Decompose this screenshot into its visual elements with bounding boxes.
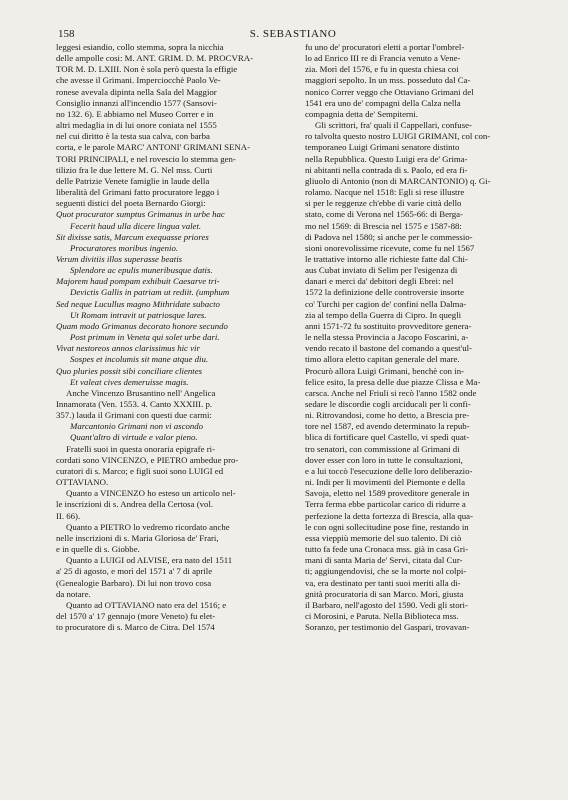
text-line: le nella stessa Provincia a Jacopo Foscarini, a- — [305, 332, 469, 343]
text-line: perfezione la detta fortezza di Brescia, alla qua- — [305, 510, 474, 521]
text-line: Fratelli suoi in questa onoraria epigrafe ri- — [66, 443, 216, 454]
text-line: leggesi esiandio, collo stemma, sopra la nicchia — [56, 42, 224, 52]
text-line: essa vieppiù memorie del suo talento. Di ciò — [305, 532, 462, 543]
text-line: zia al tempo della Guerra di Cipro. In quegli — [305, 309, 462, 320]
text-line: altri medaglia in di lui onore coniata nel 1555 — [56, 120, 217, 131]
text-line: Procuratores moribus ingenio. — [70, 242, 179, 253]
text-line: vendo recato il bastone del comando a quest'ul- — [305, 343, 472, 354]
text-line: nel cui diritto è la testa sua calva, con barba — [56, 131, 210, 142]
text-line: le inscrizioni di s. Andrea della Certosa (vol. — [56, 499, 214, 510]
text-line: tilizio fra le due lettere M. G. Nel mss. Curti — [56, 164, 213, 175]
text-line: Verum divitiis illos superasse beatis — [56, 253, 183, 264]
text-line: Anche Vincenzo Brusantino nell' Angelica — [66, 387, 216, 398]
text-line: ci Morosini, e Paruta. Nella Biblioteca mss. — [305, 610, 459, 621]
text-line: curatori di s. Marco; e figli suoi sono LUIGI ed — [56, 465, 224, 476]
text-line: Devictis Gallis in patriam ut rediit. (umphum — [70, 287, 230, 298]
text-line: Procurò allora Luigi Grimani, benchè con in- — [305, 365, 465, 376]
text-line: ronese avevala dipinta nella Sala del Maggior — [56, 86, 217, 97]
text-line: seguenti distici del poeta Bernardo Giorgi: — [56, 198, 206, 209]
text-line: di Padova nel 1580; sì anche per le commessio- — [305, 231, 473, 242]
text-line: Vivat nestoreos annos clarissimus hic vir — [56, 343, 200, 354]
text-line: ro talvolta questo nostro LUIGI GRIMANI, col con- — [305, 131, 491, 142]
text-line: timo allora eletto capitan generale del mare. — [305, 354, 460, 365]
page-number: 158 — [58, 28, 75, 40]
text-line: TOR M. D. LXIII. Non è sola però questa la effigie — [56, 64, 238, 75]
text-line: felice esito, la presa delle due piazze Clissa e Ma- — [305, 376, 481, 387]
text-line: carsca. Anche nel Friuli si recò l'anno 1582 onde — [305, 387, 477, 398]
text-line: co' Turchi per cagion de' confini nella Dalma- — [305, 298, 467, 309]
text-line: Ut Romam intravit ut patriosque lares. — [70, 309, 207, 320]
text-line: maggiori sepolto. In un mss. posseduto dal Ca- — [305, 75, 471, 86]
text-line: corta, e le parole MARC' ANTONI' GRIMANI SENA- — [56, 142, 251, 153]
text-line: mo nel 1569: di Brescia nel 1575 e 1587-88: — [305, 220, 462, 231]
text-line: ni abitanti nella contrada di s. Paolo, ed era fi- — [305, 164, 468, 175]
text-line: sioni onorevolissime ricevute, come fu nel 1567 — [305, 242, 475, 253]
text-line: danari e merci da' debitori degli Ebrei: nel — [305, 276, 454, 287]
text-line: Terra ferma ebbe particolar carico di ridurre a — [305, 499, 466, 510]
text-line: Majorem haud pompam exhibuit Caesarve tri- — [56, 276, 220, 287]
text-line: delle ampolle cosi: M. ANT. GRIM. D. M. PROCVRA- — [56, 53, 254, 64]
text-line: tore nel 1587, ed avendo determinato la repub- — [305, 421, 470, 432]
text-line: nonico Correr veggo che Ottaviano Grimani del — [305, 86, 474, 97]
text-line: Savoja, eletto nel 1589 proveditore generale in — [305, 488, 470, 499]
text-line: fu uno de' procuratori eletti a portar l'ombrel- — [305, 42, 465, 52]
text-line: nelle inscrizioni di s. Maria Gloriosa de' Frari, — [56, 532, 219, 543]
text-line: delle Patrizie Venete famiglie in laude della — [56, 175, 210, 186]
text-line: Quanto a VINCENZO ho esteso un articolo nel- — [66, 488, 236, 499]
text-line: Quant'altro di virtude e valor pieno. — [70, 432, 198, 443]
text-line: aus Cubat inviato di Selim per l'esigenza di — [305, 265, 458, 276]
text-line: OTTAVIANO. — [56, 477, 109, 488]
text-line: dover esser con loro in tutte le consultazioni, — [305, 454, 463, 465]
text-line: Consiglio innanzi all'incendio 1577 (Sansovi- — [56, 97, 217, 108]
text-line: temporaneo Luigi Grimani senatore distinto — [305, 142, 460, 153]
text-line: 1541 era uno de' compagni della Calza nella — [305, 97, 461, 108]
text-line: il Barbaro, nell'agosto del 1590. Vedi gli stori- — [305, 599, 468, 610]
text-line: Sospes et incolumis sit mane atque diu. — [70, 354, 209, 365]
text-line: sedare le discordie cogli arciducali per li confi- — [305, 399, 471, 409]
text-line: Sed neque Lucullus magno Mithridate subacto — [56, 298, 220, 309]
text-line: to procuratore di s. Marco de Citra. Del 1574 — [56, 622, 215, 633]
text-line: rolamo. Nacque nel 1518: Egli si rese illustre — [305, 187, 465, 198]
text-line: e a lui toccò l'esecuzione delle loro deliberazio- — [305, 465, 473, 476]
text-line: lo ad Enrico III re di Francia venuto a Vene- — [305, 53, 461, 64]
text-line: Innamorata (Ven. 1553. 4. Canto XXXIII. p. — [56, 399, 213, 409]
text-line: tutto fa fede una Cronaca mss. già in casa Gri- — [305, 544, 469, 555]
text-line: ti; aggiungendovisi, che se la morte nol colpi- — [305, 566, 467, 577]
text-line: Quot procurator sumptus Grimanus in urbe hac — [56, 209, 225, 220]
text-line: zia. Morì del 1576, e fu in questa chiesa coi — [305, 64, 459, 75]
text-line: Soranzo, per testimonio del Gaspari, trovavan- — [305, 622, 470, 633]
running-title: S. SEBASTIANO — [249, 28, 337, 40]
text-line: Quanto ad OTTAVIANO nato era del 1516; e — [66, 599, 227, 610]
text-line: gnità procuratoria di san Marco. Morì, giusta — [305, 588, 464, 599]
text-line: ni. Indi per li movimenti del Piemonte e della — [305, 477, 466, 488]
text-line: anni 1571-72 fu sostituito provveditore genera- — [305, 320, 472, 331]
text-line: Quanto a LUIGI od ALVISE, era nato del 1511 — [66, 555, 233, 566]
text-line: compagnia detta de' Sempiterni. — [305, 108, 418, 119]
left-text-column — [56, 42, 278, 633]
right-text-column — [305, 42, 527, 633]
text-line: si per le reggenze ch'ebbe di varie città dello — [305, 198, 462, 209]
text-line: Post primum in Veneta qui solet urbe dari. — [70, 332, 220, 343]
text-line: ni. Ritrovandosi, come ho detto, a Brescia pre- — [305, 410, 470, 421]
text-line: gliuolo di Antonio (non di MARCANTONIO) q. Gi- — [305, 175, 491, 186]
text-line: che avesse il Grimani. Imperciocchè Paolo Ve- — [56, 75, 221, 86]
text-line: Fecerit haud ulla dicere lingua valet. — [70, 220, 202, 231]
text-line: da notare. — [56, 588, 91, 599]
text-line: va, era destinato per tanti suoi meriti alla di- — [305, 577, 461, 588]
text-line: Quam modo Grimanus decorato honore secundo — [56, 320, 228, 331]
text-line: le trattative intorno alle richieste fatte dal Chi- — [305, 253, 468, 264]
text-line: no 132. 6). E abbiamo nel Museo Correr e in — [56, 108, 214, 119]
text-line: e in quelle di s. Giobbe. — [56, 544, 140, 555]
text-line: liberalità del Grimani fatto procuratore leggo i — [56, 187, 220, 198]
text-line: del 1570 a' 17 gennajo (more Veneto) fu elet- — [56, 610, 216, 621]
text-line: stato, come di Verona nel 1565-66: di Berga- — [305, 209, 463, 220]
text-line: tro senatori, con commissione al Grimani di — [305, 443, 460, 454]
text-line: nella Repubblica. Questo Luigi era de' Grima- — [305, 153, 468, 164]
text-line: Sit dixisse satis, Marcum exequasse priores — [56, 231, 209, 242]
text-line: 357.) lauda il Grimani con questi due carmi: — [56, 410, 212, 421]
text-line: cordati sono VINCENZO, e PIETRO ambedue pro- — [56, 454, 239, 465]
text-line: Gli scrittori, fra' quali il Cappellari, confuse- — [315, 120, 472, 131]
text-line: (Genealogie Barbaro). Di lui non trovo cosa — [56, 577, 212, 588]
text-line: TORI PRINCIPALI, e nel rovescio lo stemma gen- — [56, 153, 236, 164]
text-line: a' 25 di agosto, e morì del 1571 a' 7 di aprile — [56, 566, 213, 577]
page-header — [58, 28, 528, 42]
text-line: II. 66). — [56, 510, 81, 521]
text-line: Quo pluries possit sibi conciliare clientes — [56, 365, 203, 376]
text-line: Marcantonio Grimani non vi ascondo — [70, 421, 204, 432]
text-line: mani di santa Maria de' Servi, citata dal Cur- — [305, 555, 463, 566]
text-line: 1572 la definizione delle controversie insorte — [305, 287, 465, 298]
text-line: Et valeat cives demeruisse magis. — [70, 376, 189, 387]
text-line: le con ogni sollecitudine pose fine, restando in — [305, 521, 469, 532]
text-line: Quanto a PIETRO lo vedremo ricordato anche — [66, 521, 230, 532]
text-line: blica di fortificare quel Castello, vi spedì quat- — [305, 432, 470, 443]
text-line: Splendore ac epulis muneribusque datis. — [70, 265, 213, 276]
